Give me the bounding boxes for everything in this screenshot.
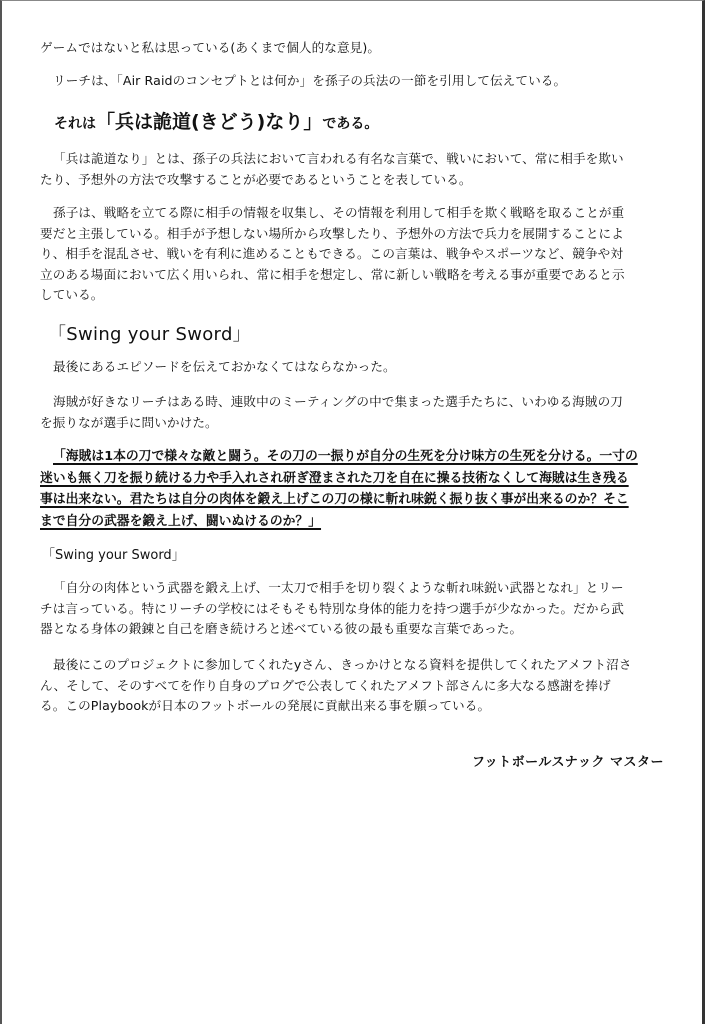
paragraph-leach-quote-intro [40,71,670,92]
heading-suffix: である。 [322,116,379,132]
heading-emphasis: 「兵は詭道(きどう)なり」 [96,111,323,133]
text-line: り、相手を混乱させ、戦いを有利に進めることもできる。この言葉は、戦争やスポーツなど、競争や対 [40,246,624,262]
text-line: ん、そして、そのすべてを作り自身のブログで公表してくれたアメフト部さんに多大なる感謝を捧げ [40,677,611,693]
paragraph-pirate-story [40,392,670,433]
quote-line: 「海賊は1本の刀で様々な敵と闘う。その刀の一振りが自分の生死を分け味方の生死を分ける。一寸の [53,449,638,464]
subheading-swing-your-sword: 「Swing your Sword」 [42,548,185,563]
paragraph-opinion [40,38,670,59]
quote-line: 迷いも無く刀を振り続ける力や手入れされ研ぎ澄まされた刀を自在に操る技術なくして海賊は生き残る [40,470,629,486]
heading-sonshi-quote [54,107,378,134]
text-line: 器となる身体の鍛錬と自己を磨き続けろと述べている彼の最も重要な言葉であった。 [40,621,523,637]
text-line: ゲームではないと私は思っている(あくまで個人的な意見)。 [40,40,381,55]
text-line: 「兵は詭道なり」とは、孫子の兵法において言われる有名な言葉で、戦いにおいて、常に相手を欺い [53,151,624,166]
text-line: を振りなが選手に問いかけた。 [40,414,218,430]
paragraph-forge-body [40,578,670,640]
text-line: 立のある場面において広く用いられ、常に相手を想定し、常に新しい戦略を考える事が重要であると示 [40,266,625,282]
text-line: 「自分の肉体という武器を鍛え上げ、一太刀で相手を切り裂くような斬れ味鋭い武器となれ」とリー [53,580,624,595]
paragraph-sonshi-strategy [40,203,670,306]
text-line: 海賊が好きなリーチはある時、連敗中のミーティングの中で集まった選手たちに、いわゆる海賊の刀 [53,394,623,409]
text-line: る。このPlaybookが日本のフットボールの発展に貢献出来る事を願っている。 [40,698,491,714]
text-line: 最後にあるエピソードを伝えておかなくてはならなかった。 [53,359,396,374]
quote-line: 事は出来ない。君たちは自分の肉体を鍛え上げこの刀の様に斬れ味鋭く振り抜く事が出来るのか？そこ [40,492,629,508]
text-line: たり、予想外の方法で攻撃することが必要であるということを表している。 [40,171,472,187]
text-line: 最後にこのプロジェクトに参加してくれたyさん、きっかけとなる資料を提供してくれたアメフト沼さ [53,657,632,672]
underlined-pirate-quote [40,446,672,533]
author-signature: フットボールスナック マスター [472,755,664,770]
heading-swing-your-sword: 「Swing your Sword」 [48,324,251,345]
paragraph-last-episode [40,357,670,378]
quote-line: まで自分の武器を鍛え上げ、闘いぬけるのか？」 [40,514,322,530]
text-line: 要だと主張している。相手が予想しない場所から攻撃したり、予想外の方法で兵力を展開することによ [40,225,624,241]
text-line: 孫子は、戦略を立てる際に相手の情報を収集し、その情報を利用して相手を欺く戦略を取ることが重 [53,205,625,220]
paragraph-acknowledgements [40,655,670,717]
text-line: チは言っている。特にリーチの学校にはそもそも特別な身体的能力を持つ選手が少なかった。だから武 [40,600,624,616]
paragraph-kidou-meaning [40,149,670,190]
text-line: している。 [40,287,104,303]
heading-prefix: それは [54,116,96,132]
text-line: リーチは、「Air Raidのコンセプトとは何か」を孫子の兵法の一節を引用して伝えている。 [53,73,567,88]
